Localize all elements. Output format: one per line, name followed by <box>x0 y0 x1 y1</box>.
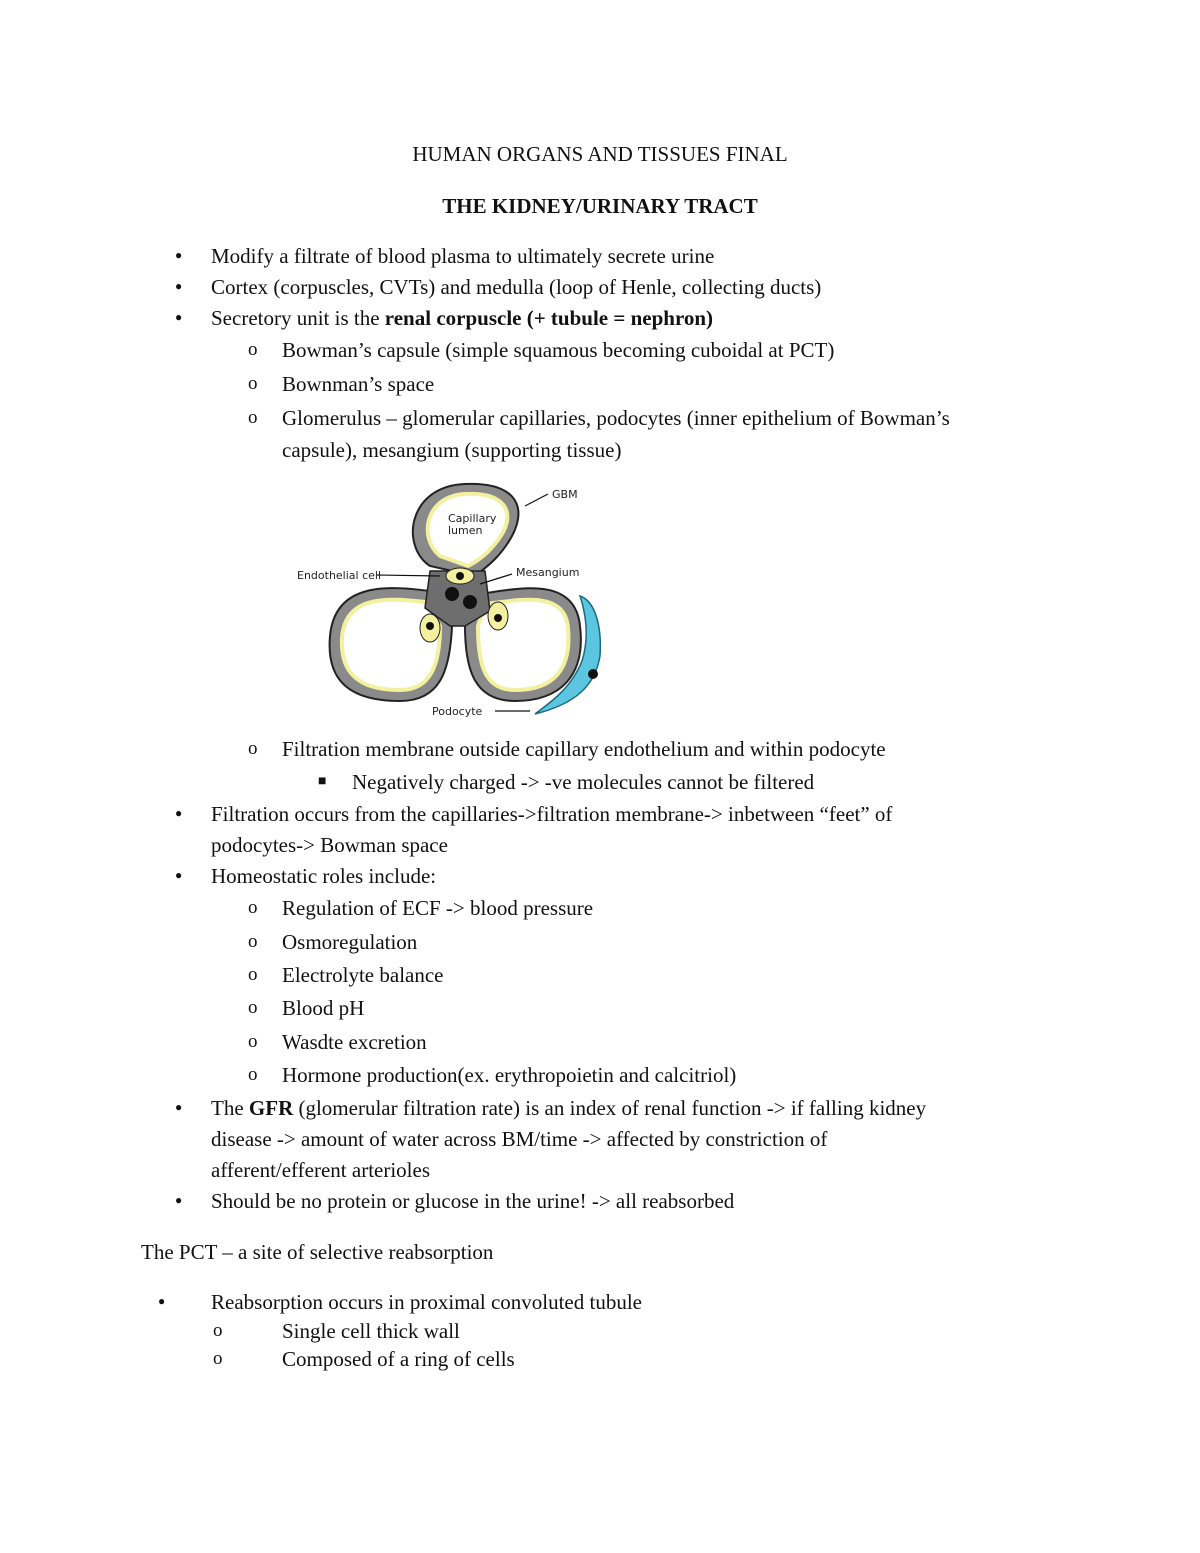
mesangial-nucleus <box>463 595 477 609</box>
list-item <box>211 303 713 334</box>
circle-bullet-icon: o <box>213 1348 223 1369</box>
list-item-continued: disease -> amount of water across BM/time -> affected by constriction of <box>211 1127 828 1151</box>
list-item: Should be no protein or glucose in the urine! -> all reabsorbed <box>211 1189 735 1213</box>
list-item: Modify a filtrate of blood plasma to ultimately secrete urine <box>211 244 715 268</box>
sub-list-item: Composed of a ring of cells <box>282 1347 515 1371</box>
section-heading: THE KIDNEY/URINARY TRACT <box>442 194 758 218</box>
sub-list-item: Bownman’s space <box>282 372 435 396</box>
sub-list-item: Blood pH <box>282 996 365 1020</box>
label-gbm: GBM <box>552 488 578 501</box>
sub-list-item: Single cell thick wall <box>282 1319 460 1343</box>
glomerulus-diagram <box>290 476 620 721</box>
label-mesangium: Mesangium <box>516 566 580 579</box>
bullet-icon: ● <box>175 1193 183 1207</box>
list-item: Filtration occurs from the capillaries->filtration membrane-> inbetween “feet” of <box>211 802 893 826</box>
list-item <box>211 1093 926 1124</box>
list-item-continued: afferent/efferent arterioles <box>211 1158 431 1182</box>
bullet-icon: ● <box>175 868 183 882</box>
sub-list-item: Filtration membrane outside capillary endothelium and within podocyte <box>282 737 886 761</box>
circle-bullet-icon: o <box>248 373 258 394</box>
circle-bullet-icon: o <box>248 738 258 759</box>
label-endothelial-cell: Endothelial cell <box>297 569 382 582</box>
bullet-icon: ● <box>175 1100 183 1114</box>
bullet-icon: ● <box>175 279 183 293</box>
sub-list-item: Wasdte excretion <box>282 1030 427 1054</box>
circle-bullet-icon: o <box>248 407 258 428</box>
sub-sub-list-item: Negatively charged -> -ve molecules cannot be filtered <box>352 770 815 794</box>
bullet-icon: ● <box>175 310 183 324</box>
list-item-text: (glomerular filtration rate) is an index of renal function -> if falling kidney <box>293 1096 927 1120</box>
bullet-icon: ● <box>175 248 183 262</box>
circle-bullet-icon: o <box>248 931 258 952</box>
sub-list-item: Glomerulus – glomerular capillaries, podocytes (inner epithelium of Bowman’s <box>282 406 950 430</box>
sub-list-item: Regulation of ECF -> blood pressure <box>282 896 594 920</box>
bullet-icon: ● <box>175 806 183 820</box>
circle-bullet-icon: o <box>248 964 258 985</box>
capillary-lumen-left <box>342 600 440 690</box>
circle-bullet-icon: o <box>248 1064 258 1085</box>
sub-list-item: Bowman’s capsule (simple squamous becoming cuboidal at PCT) <box>282 338 835 362</box>
pct-heading: The PCT – a site of selective reabsorption <box>141 1240 494 1264</box>
list-item-text: The <box>211 1096 249 1120</box>
sub-list-item: Hormone production(ex. erythropoietin and calcitriol) <box>282 1063 737 1087</box>
sub-list-item: Electrolyte balance <box>282 963 444 987</box>
list-item: Homeostatic roles include: <box>211 864 437 888</box>
list-item: Reabsorption occurs in proximal convoluted tubule <box>211 1290 642 1314</box>
label-lumen: lumen <box>448 524 483 537</box>
circle-bullet-icon: o <box>248 997 258 1018</box>
sub-list-item-continued: capsule), mesangium (supporting tissue) <box>282 438 622 462</box>
list-item: Cortex (corpuscles, CVTs) and medulla (loop of Henle, collecting ducts) <box>211 275 822 299</box>
podocyte-nucleus <box>588 669 598 679</box>
list-item-continued: podocytes-> Bowman space <box>211 833 448 857</box>
circle-bullet-icon: o <box>213 1320 223 1341</box>
list-item-bold: renal corpuscle (+ tubule = nephron) <box>384 306 714 330</box>
circle-bullet-icon: o <box>248 339 258 360</box>
circle-bullet-icon: o <box>248 1031 258 1052</box>
bullet-icon: ● <box>158 1294 166 1308</box>
square-bullet-icon: ■ <box>318 774 327 789</box>
list-item-text: Secretory unit is the <box>211 306 385 330</box>
mesangial-nucleus <box>445 587 459 601</box>
list-item-bold: GFR <box>248 1096 294 1120</box>
sub-list-item: Osmoregulation <box>282 930 418 954</box>
circle-bullet-icon: o <box>248 897 258 918</box>
label-podocyte: Podocyte <box>432 705 483 718</box>
label-capillary: Capillary <box>448 512 497 525</box>
document-title: HUMAN ORGANS AND TISSUES FINAL <box>412 142 788 166</box>
